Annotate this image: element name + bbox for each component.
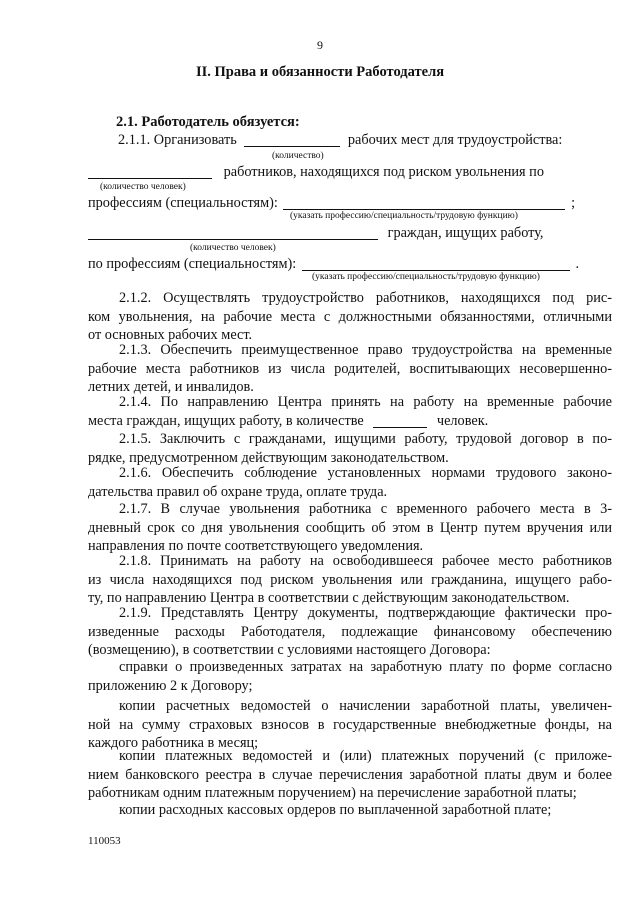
p211-text-b: рабочих мест для трудоустройства: [347,132,563,148]
item3-line: работникам одним платежным поручением) на перечисление заработной платы; [88,785,577,802]
item3-line: нием банковского реестра в случае перечисления заработной платы двум и более [88,766,612,783]
paragraph-2-1-4 [88,393,612,430]
profession-blank [283,195,565,210]
count-blank [373,413,427,428]
page-number: 9 [317,38,323,52]
p215-line: 2.1.5. Заключить с гражданами, ищущими работу, трудовой договор в по- [119,431,612,447]
p211-l3-end: ; [571,195,576,211]
p211-line1 [118,131,562,149]
item2-line: копии расчетных ведомостей о начислении заработной платы, увеличен- [119,698,612,714]
item2-line: каждого работника в месяц; [88,735,259,752]
p213-line: рабочие места работников из числа родителей, воспитывающих несовершенно- [88,360,612,377]
p212-line: от основных рабочих мест. [88,327,253,344]
p211-line5 [88,255,579,273]
p218-line: ту, по направлению Центра в соответствии с действующим законодательством. [88,590,570,607]
paragraph-2-1-5 [88,430,612,467]
p212-line: ком увольнения, на рабочие места с должностными обязанностями, отличными [88,308,612,325]
document-code: 110053 [88,835,121,847]
p216-line: 2.1.6. Обеспечить соблюдение установленных нормами трудового законо- [119,465,612,481]
p218-line: из числа находящихся под риском увольнения или гражданина, ищущего рабо- [88,571,612,588]
item1-line: приложению 2 к Договору; [88,677,253,694]
item2-line: ной на сумму страховых взносов в государственные внебюджетные фонды, на [88,716,612,733]
quantity-blank [244,132,340,147]
list-item-salary-certificates [88,658,612,695]
p214-text-b: человек. [436,412,489,429]
caption-profession-2: (указать профессию/специальность/трудовую функцию) [312,272,540,282]
p211-text-a: 2.1.1. Организовать [118,132,237,148]
p211-text-l3: профессиям (специальностям): [88,195,278,211]
list-item-payroll-copies [88,697,612,753]
item1-line: справки о произведенных затратах на заработную плату по форме согласно [119,659,612,675]
p211-text-l5: по профессиям (специальностям): [88,256,297,272]
p219-line: (возмещению), в соответствии с условиями настоящего Договора: [88,642,491,659]
paragraph-2-1-8 [88,552,612,608]
p213-line: 2.1.3. Обеспечить преимущественное право трудоустройства на временные [119,342,612,358]
p215-line: рядке, предусмотренном действующим законодательством. [88,449,449,466]
p212-line: 2.1.2. Осуществлять трудоустройство работников, находящихся под рис- [119,290,612,306]
paragraph-2-1-2 [88,289,612,345]
p211-line4 [88,224,544,242]
p218-line: 2.1.8. Принимать на работу на освободившееся рабочее место работников [119,553,612,569]
p211-line2 [88,163,544,181]
p216-line: дательства правил об охране труда, оплате труда. [88,483,388,500]
p211-text-l4: граждан, ищущих работу, [387,225,544,241]
workers-count-blank [88,164,212,179]
item4-line: копии расходных кассовых ордеров по выплаченной заработной плате; [119,802,552,818]
section-heading: II. Права и обязанности Работодателя [195,64,445,80]
list-item-payment-orders [88,747,612,803]
p214-line2 [88,412,612,431]
paragraph-2-1-3 [88,341,612,397]
p219-line: изведенные расходы Работодателя, подлежащие финансовому обеспечению [88,623,612,640]
subsection-heading: 2.1. Работодатель обязуется: [116,114,300,130]
caption-people-count-2: (количество человек) [190,243,276,253]
paragraph-2-1-6 [88,464,612,501]
p219-line: 2.1.9. Представлять Центру документы, подтверждающие фактически про- [119,605,612,621]
p217-line: направления по почте соответствующего уведомления. [88,538,424,555]
paragraph-2-1-7 [88,500,612,556]
paragraph-2-1-9 [88,604,612,660]
p211-text-l2: работников, находящихся под риском увольнения по [223,164,544,180]
p214-text-a: места граждан, ищущих работу, в количестве [88,412,364,429]
p214-line: 2.1.4. По направлению Центра принять на работу на временные рабочие [119,394,612,410]
item3-line: копии платежных ведомостей и (или) платежных поручений (с приложе- [119,748,612,764]
caption-people-count: (количество человек) [100,182,186,192]
list-item-cash-orders [88,801,612,820]
profession-blank-2 [302,256,570,271]
caption-profession: (указать профессию/специальность/трудовую функцию) [290,211,518,221]
p213-line: летних детей, и инвалидов. [88,379,254,396]
caption-quantity: (количество) [272,151,324,161]
p217-line: 2.1.7. В случае увольнения работника с временного рабочего места в 3- [119,501,612,517]
p217-line: дневный срок со дня увольнения сообщить об этом в Центр путем вручения или [88,519,612,536]
p211-l5-end: . [575,256,580,272]
citizens-count-blank [88,225,378,240]
p211-line3 [88,194,575,212]
